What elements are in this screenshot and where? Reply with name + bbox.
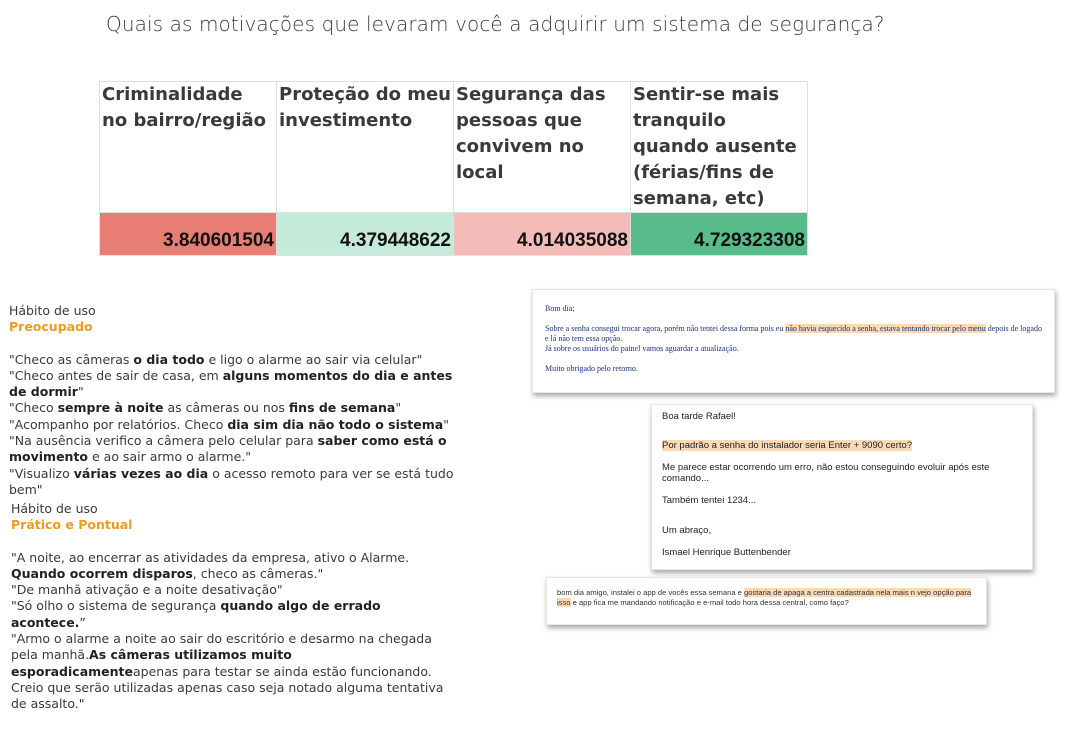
motivation-table [99, 81, 808, 256]
quote-emphasis: quando algo de errado acontece. [11, 598, 381, 630]
quote-text: "Na ausência verifico a câmera pelo celular para [9, 433, 318, 449]
quote-emphasis: alguns momentos do dia e antes de dormir [9, 367, 453, 400]
quote-item [11, 598, 456, 631]
header-people-safety: Segurança das pessoas que convivem no local [454, 82, 631, 213]
quote-text: "Só olho o sistema de segurança [11, 598, 221, 614]
email-signature: Ismael Henrique Buttenbender [662, 547, 791, 558]
quote-item [9, 466, 464, 499]
quote-text: e ao sair armo o alarme." [88, 449, 251, 465]
quote-item [9, 368, 464, 401]
quote-emphasis: dia sim dia não todo o sistema [227, 416, 444, 432]
email-greeting: Bom dia; [545, 304, 575, 313]
email-thanks: Muito obrigado pelo retorno. [545, 364, 638, 373]
email-screenshot-1 [532, 289, 1055, 393]
email-text: Me parece estar ocorrendo um erro, não estou conseguindo evoluir após este comando... [662, 462, 990, 484]
quote-item [9, 352, 464, 368]
email-text: bom dia amigo, instalei o app de vocês essa semana e [557, 588, 744, 597]
habit-practical-section [11, 501, 456, 713]
header-crime: Criminalidade no bairro/região [100, 82, 277, 213]
email-paragraph [545, 324, 1044, 344]
quote-text: e ligo o alarme ao sair via celular" [204, 351, 423, 367]
value-crime: 3.840601504 [100, 213, 277, 256]
email-screenshot-2 [651, 404, 1033, 570]
habit-quotes [9, 352, 464, 499]
habit-quotes [11, 550, 456, 713]
quote-text: "Checo antes de sair de casa, em [9, 367, 223, 383]
email-text: Sobre a senha consegui trocar agora, porém não tentei dessa forma pois eu [545, 324, 786, 333]
email-text: e app fica me mandando notificação e e-mail todo hora dessa central, como faço? [570, 598, 849, 607]
quote-text: " [443, 416, 449, 432]
quote-item [9, 433, 464, 466]
email-closing: Um abraço, [662, 525, 712, 536]
habit-type: Preocupado [9, 319, 93, 335]
quote-item [11, 582, 456, 598]
email-text: depois de logado e lá não tem essa opção. [545, 324, 1042, 343]
quote-text: "De manhã ativação e a noite desativação" [11, 582, 283, 598]
quote-text: ” [79, 614, 86, 630]
quote-text: "Acompanho por relatórios. Checo [9, 416, 228, 432]
value-peace-of-mind: 4.729323308 [631, 213, 808, 256]
quote-item [9, 400, 464, 416]
quote-text: " [77, 384, 84, 400]
quote-text: as câmeras ou nos [163, 400, 289, 416]
quote-text: " [395, 400, 402, 416]
habit-label: Hábito de uso [11, 501, 98, 516]
quote-emphasis: o dia todo [133, 351, 205, 367]
email-text: Já sobre os usuários do painel vamos aguardar a atualização. [545, 344, 739, 353]
header-investment: Proteção do meu investimento [277, 82, 454, 213]
header-peace-of-mind: Sentir-se mais tranquilo quando ausente (férias/fins de semana, etc) [631, 82, 808, 213]
habit-worried-section [9, 303, 464, 498]
email-highlight: Por padrão a senha do instalador seria Enter + 9090 certo? [662, 440, 913, 451]
quote-emphasis: fins de semana [288, 400, 396, 416]
habit-label: Hábito de uso [9, 303, 96, 318]
quote-emphasis: várias vezes ao dia [73, 465, 209, 481]
page-question: Quais as motivações que levaram você a adquirir um sistema de segurança? [106, 12, 885, 36]
email-greeting: Boa tarde Rafael! [662, 411, 736, 422]
quote-emphasis: sempre à noite [57, 400, 164, 416]
quote-emphasis: Quando ocorrem disparos [11, 565, 193, 581]
table-value-row [100, 213, 808, 256]
quote-text: o acesso remoto para ver se está tudo bem" [9, 465, 454, 497]
email-screenshot-3 [546, 577, 987, 625]
quote-item [11, 631, 456, 712]
quote-text: "A noite, ao encerrar as atividades da empresa, ativo o Alarme. [11, 549, 410, 565]
quote-item [9, 417, 464, 433]
value-investment: 4.379448622 [277, 213, 454, 256]
quote-text: "Visualizo [9, 465, 74, 481]
quote-text: "Checo [9, 400, 58, 416]
quote-item [11, 550, 456, 583]
quote-text: apenas para testar se ainda estão funcionando. Creio que serão utilizadas apenas caso seja notado alguma tentativa de assalto." [11, 663, 444, 712]
quote-text: "Checo as câmeras [9, 351, 134, 367]
quote-emphasis: saber como está o movimento [9, 433, 447, 465]
email-highlight: não havia esquecido a senha, estava tentando trocar pelo menu [785, 324, 986, 333]
quote-text: "Armo o alarme a noite ao sair do escritório e desarmo na chegada pela manhã. [11, 631, 432, 663]
table-header-row [100, 82, 808, 213]
value-people-safety: 4.014035088 [454, 213, 631, 256]
quote-emphasis: As câmeras utilizamos muito esporadicamente [11, 647, 292, 679]
email-highlight: gostaria de apaga a centra cadastrada nela mais n vejo opção para isso [557, 588, 972, 607]
habit-type: Prático e Pontual [11, 517, 133, 533]
email-text: Também tentei 1234... [662, 495, 756, 506]
quote-text: , checo as câmeras." [192, 565, 324, 581]
